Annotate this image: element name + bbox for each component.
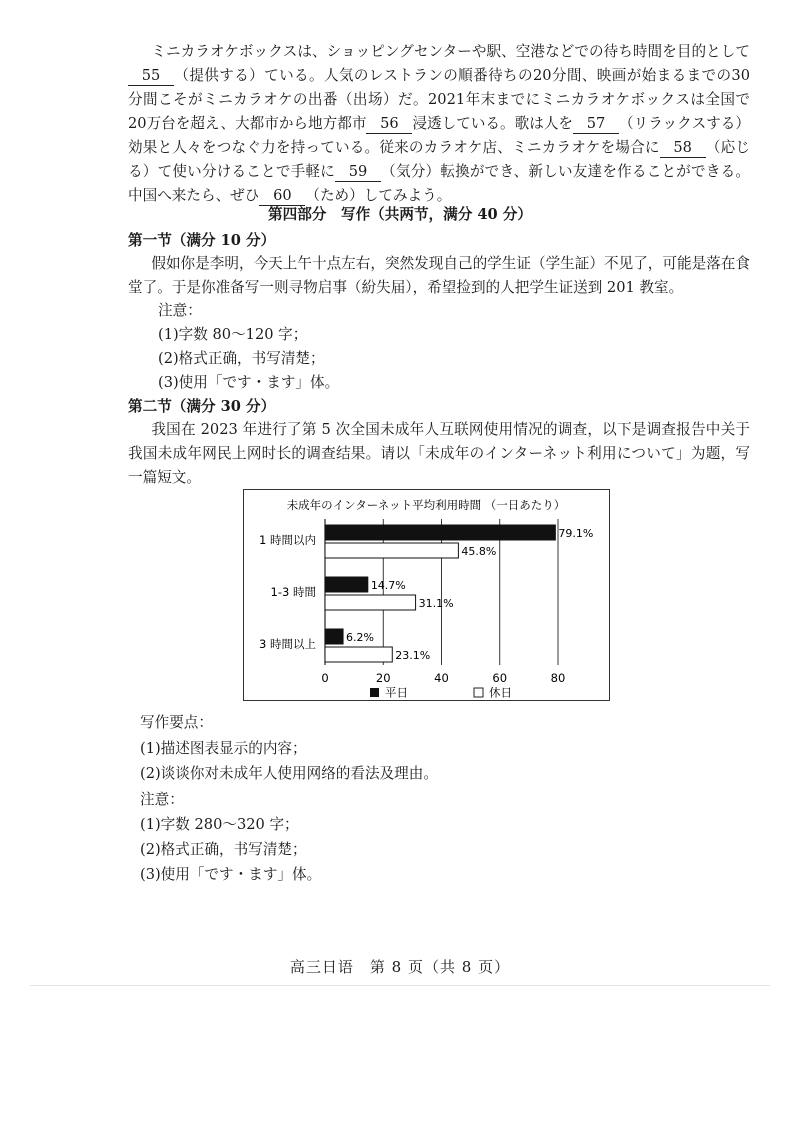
section2-point-1: (1)描述图表显示的内容； — [140, 740, 307, 757]
bar-weekday-3 — [325, 629, 343, 644]
section2-points-title: 写作要点： — [140, 714, 213, 731]
category-label-3: 3 時間以上 — [259, 637, 316, 651]
section2-point-2: (2)谈谈你对未成年人使用网络的看法及理由。 — [140, 765, 438, 782]
blank-56: 56 — [366, 115, 412, 134]
hint-57: （リラックスする） — [619, 115, 750, 132]
blank-55: 55 — [128, 67, 174, 86]
x-tick-label-0: 0 — [321, 671, 329, 685]
blank-60: 60 — [259, 187, 305, 206]
category-label-1: 1 時間以内 — [259, 533, 316, 547]
passage-sentence-5: 転換ができ、新しい友達を作ることができる。中国へ来たら、ぜひ — [128, 163, 750, 204]
x-tick-label-20: 20 — [375, 671, 391, 685]
hint-60: （ため） — [305, 187, 364, 204]
section2-prompt: 我国在 2023 年进行了第 5 次全国未成年人互联网使用情况的调查，以下是调查报告中关于我国未成年网民上网时长的调查结果。请以「未成年のインターネット利用について」为题，写一篇短文。 — [128, 421, 750, 486]
section2-note-1: (1)字数 280～320 字； — [140, 816, 299, 833]
hint-58: （応じる） — [128, 139, 750, 180]
passage-sentence-1: ミニカラオケボックスは、ショッピングセンターや駅、空港などでの待ち時間を目的として — [151, 43, 750, 60]
passage-sentence-3: 効果と人々をつなぐ力を持っている。従来のカラオケ店、ミニカラオケを場合に — [128, 139, 660, 156]
legend-label-weekday: 平日 — [385, 685, 408, 700]
passage-sentence-6: してみよう。 — [363, 187, 452, 204]
section2-title: 第二节（满分 30 分） — [128, 398, 276, 415]
hint-55: （提供する） — [174, 67, 265, 84]
part4-title: 第四部分 写作（共两节，满分 40 分） — [268, 206, 532, 223]
section2-note-3: (3)使用「です・ます」体。 — [140, 866, 322, 883]
legend-swatch-weekday — [370, 688, 379, 697]
page-footer: 高三日语 第 8 页（共 8 页） — [289, 958, 511, 976]
data-label-weekday-2: 14.7% — [370, 579, 406, 592]
category-label-2: 1-3 時間 — [270, 585, 316, 599]
data-label-holiday-2: 31.1% — [418, 597, 454, 610]
chart-title: 未成年のインターネット平均利用時間 （一日あたり） — [286, 498, 566, 512]
section1-note-1: (1)字数 80～120 字； — [158, 326, 308, 343]
hint-59: （気分） — [380, 163, 441, 180]
x-tick-label-60: 60 — [492, 671, 508, 685]
section2-note-2: (2)格式正确，书写清楚； — [140, 841, 307, 858]
section1-note-title: 注意： — [158, 302, 202, 319]
bar-holiday-3 — [325, 647, 392, 662]
bar-weekday-1 — [325, 525, 555, 540]
blank-57: 57 — [573, 115, 619, 134]
data-label-weekday-3: 6.2% — [346, 631, 375, 644]
data-label-holiday-3: 23.1% — [395, 649, 431, 662]
section1-note-2: (2)格式正确，书写清楚； — [158, 350, 325, 367]
footer-rule — [30, 985, 770, 986]
section1-title: 第一节（满分 10 分） — [128, 232, 276, 249]
blank-59: 59 — [335, 163, 381, 182]
data-label-weekday-1: 79.1% — [558, 527, 594, 540]
section2-note-title: 注意： — [140, 791, 184, 808]
legend-label-holiday: 休日 — [489, 685, 512, 700]
passage-sentence-4: て使い分けることで手軽に — [157, 163, 335, 180]
usage-time-chart — [243, 489, 610, 701]
cloze-passage — [128, 40, 750, 208]
hint-56: 浸透している。歌は人を — [412, 115, 574, 132]
legend-swatch-holiday — [474, 688, 483, 697]
section1-note-3: (3)使用「です・ます」体。 — [158, 374, 340, 391]
bar-weekday-2 — [325, 577, 368, 592]
bar-holiday-2 — [325, 595, 416, 610]
x-tick-label-80: 80 — [550, 671, 566, 685]
bar-holiday-1 — [325, 543, 458, 558]
section1-prompt: 假如你是李明，今天上午十点左右，突然发现自己的学生证（学生証）不见了，可能是落在食堂了。于是你准备写一则寻物启事（紛失届），希望捡到的人把学生证送到 201 教室。 — [128, 255, 750, 296]
passage-sentence-2: ている。人気のレストランの順番待ちの20分間、映画が始まるまでの30分間こそがミニカラオケの出番（出场）だ。2021年末までにミニカラオケボックスは全国で20万台を超え、大都市から地方都市 — [128, 67, 750, 132]
data-label-holiday-1: 45.8% — [461, 545, 497, 558]
blank-58: 58 — [660, 139, 706, 158]
x-tick-label-40: 40 — [434, 671, 449, 685]
